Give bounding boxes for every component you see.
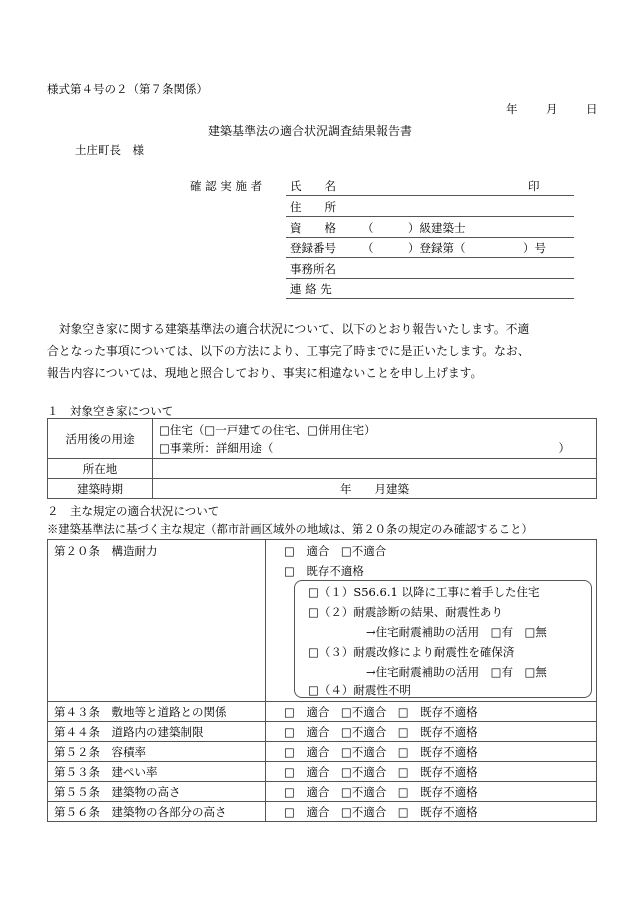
art53-label: 第５３条 建ぺい率	[48, 762, 266, 782]
addressee: 土庄町長 様	[75, 143, 144, 157]
art52-label: 第５２条 容積率	[48, 742, 266, 762]
date-year: 年	[506, 102, 518, 116]
seal-mark: 印	[528, 179, 540, 193]
built-value: 年 月建築	[153, 479, 597, 499]
inspector-heading: 確 認 実 施 者	[190, 179, 263, 193]
date-month: 月	[546, 102, 558, 116]
regulation-table	[47, 539, 597, 822]
section1-heading: １ 対象空き家について	[47, 404, 174, 418]
art20-opt2: □ 既存不適格	[284, 564, 364, 578]
art20-sub1: □（１）S56.6.1 以降に工事に着手した住宅	[308, 585, 540, 599]
inspector-office-label: 事務所名	[290, 262, 336, 276]
art43-label: 第４３条 敷地等と道路との関係	[48, 702, 266, 722]
form-id: 様式第４号の２（第７条関係）	[47, 82, 208, 96]
art20-sub2b: →住宅耐震補助の活用 □有 □無	[366, 625, 547, 639]
location-label: 所在地	[48, 459, 153, 479]
art44-status: □ 適合 □不適合 □ 既存不適格	[266, 722, 597, 742]
inspector-qualification-value: （ ）級建築士	[362, 221, 466, 235]
inspector-registration-label: 登録番号	[290, 241, 336, 255]
art20-sub2: □（２）耐震診断の結果、耐震性あり	[308, 605, 503, 619]
section2-heading: ２ 主な規定の適合状況について	[47, 504, 220, 518]
usage-line1: □住宅（□一戸建ての住宅、□併用住宅）	[159, 422, 376, 437]
inspector-contact-label: 連 絡 先	[290, 282, 332, 296]
art53-status: □ 適合 □不適合 □ 既存不適格	[266, 762, 597, 782]
inspector-qualification-label: 資 格	[290, 221, 336, 235]
usage-line2: □事業所：詳細用途（	[159, 440, 274, 455]
art20-label: 第２０条 構造耐力	[48, 540, 266, 702]
report-statement: 対象空き家に関する建築基準法の適合状況について、以下のとおり報告いたします。不適 合となった事項については、以下の方法により、工事完了時までに是正いたします。なお、 報告内容については、現地と照合しており、事実に相違ないことを申し上げます。	[47, 322, 530, 380]
property-table	[47, 418, 597, 499]
built-label: 建築時期	[48, 479, 153, 499]
art52-status: □ 適合 □不適合 □ 既存不適格	[266, 742, 597, 762]
art44-label: 第４４条 道路内の建築制限	[48, 722, 266, 742]
art20-sub3: □（３）耐震改修により耐震性を確保済	[308, 645, 515, 659]
inspector-address-label: 住 所	[290, 200, 336, 214]
art56-label: 第５６条 建築物の各部分の高さ	[48, 802, 266, 822]
usage-label: 活用後の用途	[48, 419, 153, 459]
art43-status: □ 適合 □不適合 □ 既存不適格	[266, 702, 597, 722]
art20-opt1: □ 適合 □不適合	[284, 544, 387, 558]
section2-note: ※建築基準法に基づく主な規定（都市計画区域外の地域は、第２０条の規定のみ確認すること）	[47, 523, 533, 536]
art55-status: □ 適合 □不適合 □ 既存不適格	[266, 782, 597, 802]
inspector-registration-value: （ ）登録第（ ）号	[362, 241, 546, 255]
art20-sub4: □（４）耐震性不明	[308, 683, 411, 697]
page-title: 建築基準法の適合状況調査結果報告書	[208, 124, 413, 138]
date-day: 日	[586, 102, 598, 116]
art55-label: 第５５条 建築物の高さ	[48, 782, 266, 802]
art56-status: □ 適合 □不適合 □ 既存不適格	[266, 802, 597, 822]
art20-sub3b: →住宅耐震補助の活用 □有 □無	[366, 665, 547, 679]
inspector-name-label: 氏 名	[290, 179, 336, 193]
usage-line2-close: ）	[558, 440, 570, 455]
location-value	[153, 459, 597, 479]
